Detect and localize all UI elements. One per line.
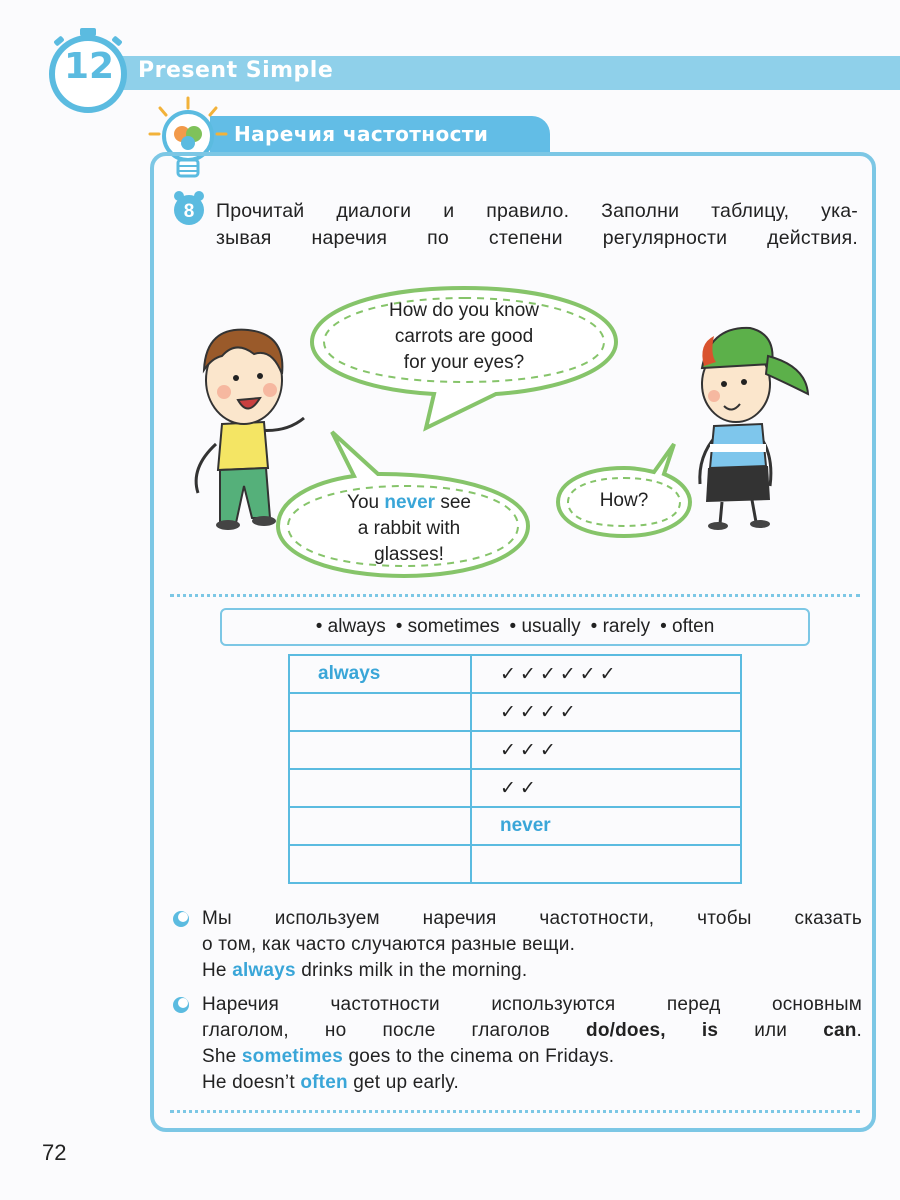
unit-title: Present Simple (138, 58, 334, 83)
example-text: drinks milk in the morning. (301, 960, 528, 981)
table-cell-marks: ✓✓✓ (471, 731, 741, 769)
rule-bold: is (701, 1020, 719, 1041)
rule-example (202, 1070, 862, 1096)
dotted-divider (170, 594, 860, 597)
rule-2 (202, 992, 862, 1096)
frequency-table (288, 654, 742, 884)
rule-line: глаголом, но после глаголов do/does, is или can. (202, 1020, 863, 1041)
table-row (289, 655, 741, 693)
example-text: She (202, 1046, 237, 1067)
bubble-line: carrots are good (394, 326, 534, 347)
exercise-number: 8 (183, 201, 195, 222)
table-cell-word-blank[interactable] (289, 845, 471, 883)
bubble-line: glasses! (374, 544, 444, 565)
bubble-1-text (330, 298, 598, 376)
exercise-instruction (216, 198, 858, 252)
table-cell-marks: ✓✓✓✓ (471, 693, 741, 731)
table-cell-marks-blank[interactable] (471, 845, 741, 883)
rule-line: о том, как часто случаются разные вещи. (202, 934, 576, 955)
bubble-word: see (440, 492, 471, 513)
rule-bold: do/does, (586, 1020, 666, 1041)
example-highlight: often (300, 1072, 348, 1093)
unit-number: 12 (63, 46, 115, 87)
boy-right-illustration (680, 316, 816, 536)
table-cell-word-blank[interactable] (289, 731, 471, 769)
table-row (289, 769, 741, 807)
section-title: Наречия частотности (234, 122, 489, 146)
rule-line: Мы используем наречия частотности, чтобы сказать (202, 908, 862, 929)
bubble-highlight-never: never (384, 492, 436, 513)
table-cell-marks: ✓✓✓✓✓✓ (471, 655, 741, 693)
rule-text: глаголом, но после глаголов (202, 1020, 550, 1041)
page-number: 72 (42, 1140, 67, 1165)
example-text: He doesn’t (202, 1072, 295, 1093)
table-cell-word-blank[interactable] (289, 769, 471, 807)
dotted-divider (170, 1110, 860, 1113)
word-often: • often (660, 616, 714, 638)
bubble-line: a rabbit with (357, 518, 461, 539)
bubble-word: You (347, 492, 380, 513)
instruction-line: Прочитай диалоги и правило. Заполни таблицу, ука- (216, 200, 858, 222)
word-usually: • usually (510, 616, 581, 638)
table-cell-marks: ✓✓ (471, 769, 741, 807)
bubble-line: How do you know (389, 300, 539, 321)
example-text: He (202, 960, 227, 981)
rule-bold: can (823, 1020, 857, 1041)
rule-bullet-icon (172, 996, 190, 1014)
rule-bullet-icon (172, 910, 190, 928)
table-row (289, 807, 741, 845)
rule-example (202, 958, 862, 984)
rule-line: Наречия частотности используются перед основным (202, 994, 862, 1015)
bubble-2-text (296, 490, 522, 568)
word-always: • always (316, 616, 386, 638)
table-row (289, 693, 741, 731)
table-row (289, 845, 741, 883)
table-cell-word-blank[interactable] (289, 807, 471, 845)
word-sometimes: • sometimes (396, 616, 500, 638)
example-highlight: sometimes (241, 1046, 343, 1067)
bubble-3-text: How? (599, 490, 649, 511)
table-cell-never: never (471, 807, 741, 845)
rule-text: или (754, 1020, 788, 1041)
rule-example (202, 1044, 862, 1070)
example-text: goes to the cinema on Fridays. (348, 1046, 615, 1067)
bubble-line: for your eyes? (403, 352, 525, 373)
word-box (220, 608, 810, 646)
table-cell-word: always (289, 655, 471, 693)
example-text: get up early. (353, 1072, 460, 1093)
alarm-clock-icon (172, 188, 206, 228)
rule-1 (202, 906, 862, 984)
example-highlight: always (232, 960, 296, 981)
table-row (289, 731, 741, 769)
word-rarely: • rarely (591, 616, 650, 638)
table-cell-word-blank[interactable] (289, 693, 471, 731)
instruction-line: зывая наречия по степени регулярности действия. (216, 227, 858, 249)
